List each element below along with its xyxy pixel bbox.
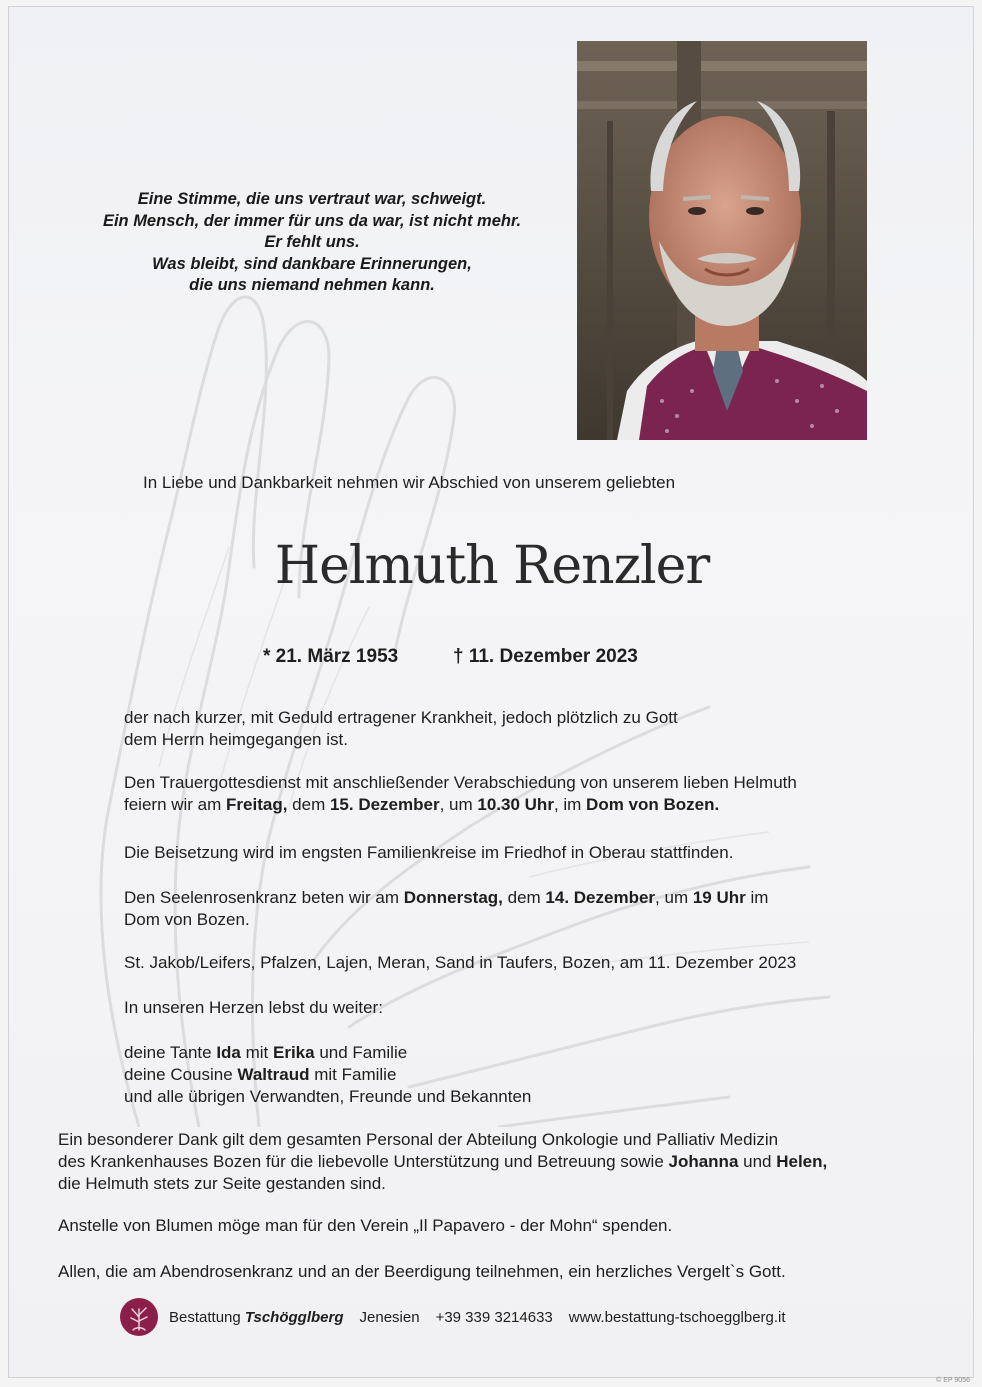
thanks-paragraph — [58, 1129, 827, 1195]
quote-line: Eine Stimme, die uns vertraut war, schweigt. — [137, 190, 487, 208]
text-line: Den Trauergottesdienst mit anschließender Verabschiedung von unserem lieben Helmuth — [124, 773, 797, 792]
portrait-photo — [577, 41, 867, 440]
text-span: dem — [287, 795, 330, 814]
funeral-home-footer — [119, 1295, 879, 1339]
rosary-time: 19 Uhr — [692, 888, 746, 907]
funeral-home-name — [169, 1309, 344, 1326]
rosary-day: Donnerstag, — [403, 888, 503, 907]
text-span: deine Cousine — [124, 1065, 238, 1084]
text-line: Ein besonderer Dank gilt dem gesamten Personal der Abteilung Onkologie und Palliativ Medizin — [58, 1130, 779, 1149]
text-span: des Krankenhauses Bozen für die liebevolle Unterstützung und Betreuung sowie — [58, 1152, 669, 1171]
text-span: mit — [240, 1043, 273, 1062]
passing-paragraph — [124, 707, 678, 751]
text-span: und — [738, 1152, 777, 1171]
text-span: Den Seelenrosenkranz beten wir am — [124, 888, 404, 907]
text-line — [124, 794, 797, 816]
text-line: dem Herrn heimgegangen ist. — [124, 730, 348, 749]
service-day: Freitag, — [226, 795, 288, 814]
text-line — [124, 887, 768, 909]
text-line — [124, 1042, 531, 1064]
text-span: Bestattung — [169, 1308, 245, 1326]
text-span: , um — [439, 795, 478, 814]
mourner-name: Waltraud — [237, 1065, 310, 1084]
hearts-line: In unseren Herzen lebst du weiter: — [124, 998, 383, 1017]
quote-line: die uns niemand nehmen kann. — [189, 276, 435, 294]
thanks-name: Helen, — [776, 1152, 828, 1171]
flowers-line: Anstelle von Blumen möge man für den Verein „Il Papavero - der Mohn“ spenden. — [58, 1216, 673, 1235]
thanks-name: Johanna — [668, 1152, 739, 1171]
mourner-name: Erika — [273, 1043, 315, 1062]
closing-line: Allen, die am Abendrosenkranz und an der Beerdigung teilnehmen, ein herzliches Vergelt`s Gott. — [58, 1262, 786, 1281]
service-paragraph — [124, 772, 797, 816]
funeral-home-website[interactable]: www.bestattung-tschoegglberg.it — [568, 1308, 786, 1326]
obituary-card — [8, 6, 974, 1378]
death-date: † 11. Dezember 2023 — [453, 646, 638, 667]
funeral-home-phone: +39 339 3214633 — [435, 1308, 553, 1326]
memorial-quote — [69, 189, 555, 297]
rosary-paragraph — [124, 887, 768, 931]
service-date: 15. Dezember — [329, 795, 440, 814]
text-span: im — [745, 888, 769, 907]
text-line — [124, 1064, 531, 1086]
text-span: feiern wir am — [124, 795, 227, 814]
text-line: der nach kurzer, mit Geduld ertragener Krankheit, jedoch plötzlich zu Gott — [124, 708, 678, 727]
service-location: Dom von Bozen. — [586, 795, 720, 814]
birth-date: * 21. März 1953 — [263, 646, 399, 667]
service-time: 10.30 Uhr — [477, 795, 554, 814]
mourners-list — [124, 1042, 531, 1108]
text-line — [58, 1151, 827, 1173]
places-line: St. Jakob/Leifers, Pfalzen, Lajen, Meran, Sand in Taufers, Bozen, am 11. Dezember 2023 — [124, 953, 797, 972]
deceased-name: Helmuth Renzler — [274, 536, 710, 596]
text-span: , im — [553, 795, 587, 814]
text-line: und alle übrigen Verwandten, Freunde und Bekannten — [124, 1087, 532, 1106]
funeral-home-logo-icon — [119, 1297, 159, 1337]
brand-name: Tschögglberg — [244, 1308, 344, 1326]
quote-line: Ein Mensch, der immer für uns da war, ist nicht mehr. — [102, 211, 522, 230]
quote-line: Was bleibt, sind dankbare Erinnerungen, — [152, 254, 472, 273]
text-span: mit Familie — [309, 1065, 397, 1084]
intro-line: In Liebe und Dankbarkeit nehmen wir Abschied von unserem geliebten — [143, 473, 676, 492]
burial-paragraph: Die Beisetzung wird im engsten Familienkreise im Friedhof in Oberau stattfinden. — [124, 843, 734, 862]
text-span: , um — [655, 888, 693, 907]
quote-line: Er fehlt uns. — [264, 233, 360, 251]
text-span: und Familie — [314, 1043, 408, 1062]
ep-code: © EP 9056 — [936, 1377, 970, 1384]
rosary-date: 14. Dezember — [545, 888, 656, 907]
funeral-home-location: Jenesien — [359, 1308, 420, 1326]
mourner-name: Ida — [216, 1043, 241, 1062]
text-span: deine Tante — [124, 1043, 217, 1062]
text-line: die Helmuth stets zur Seite gestanden sind. — [58, 1174, 386, 1193]
text-line: Dom von Bozen. — [124, 910, 250, 929]
text-span: dem — [502, 888, 546, 907]
